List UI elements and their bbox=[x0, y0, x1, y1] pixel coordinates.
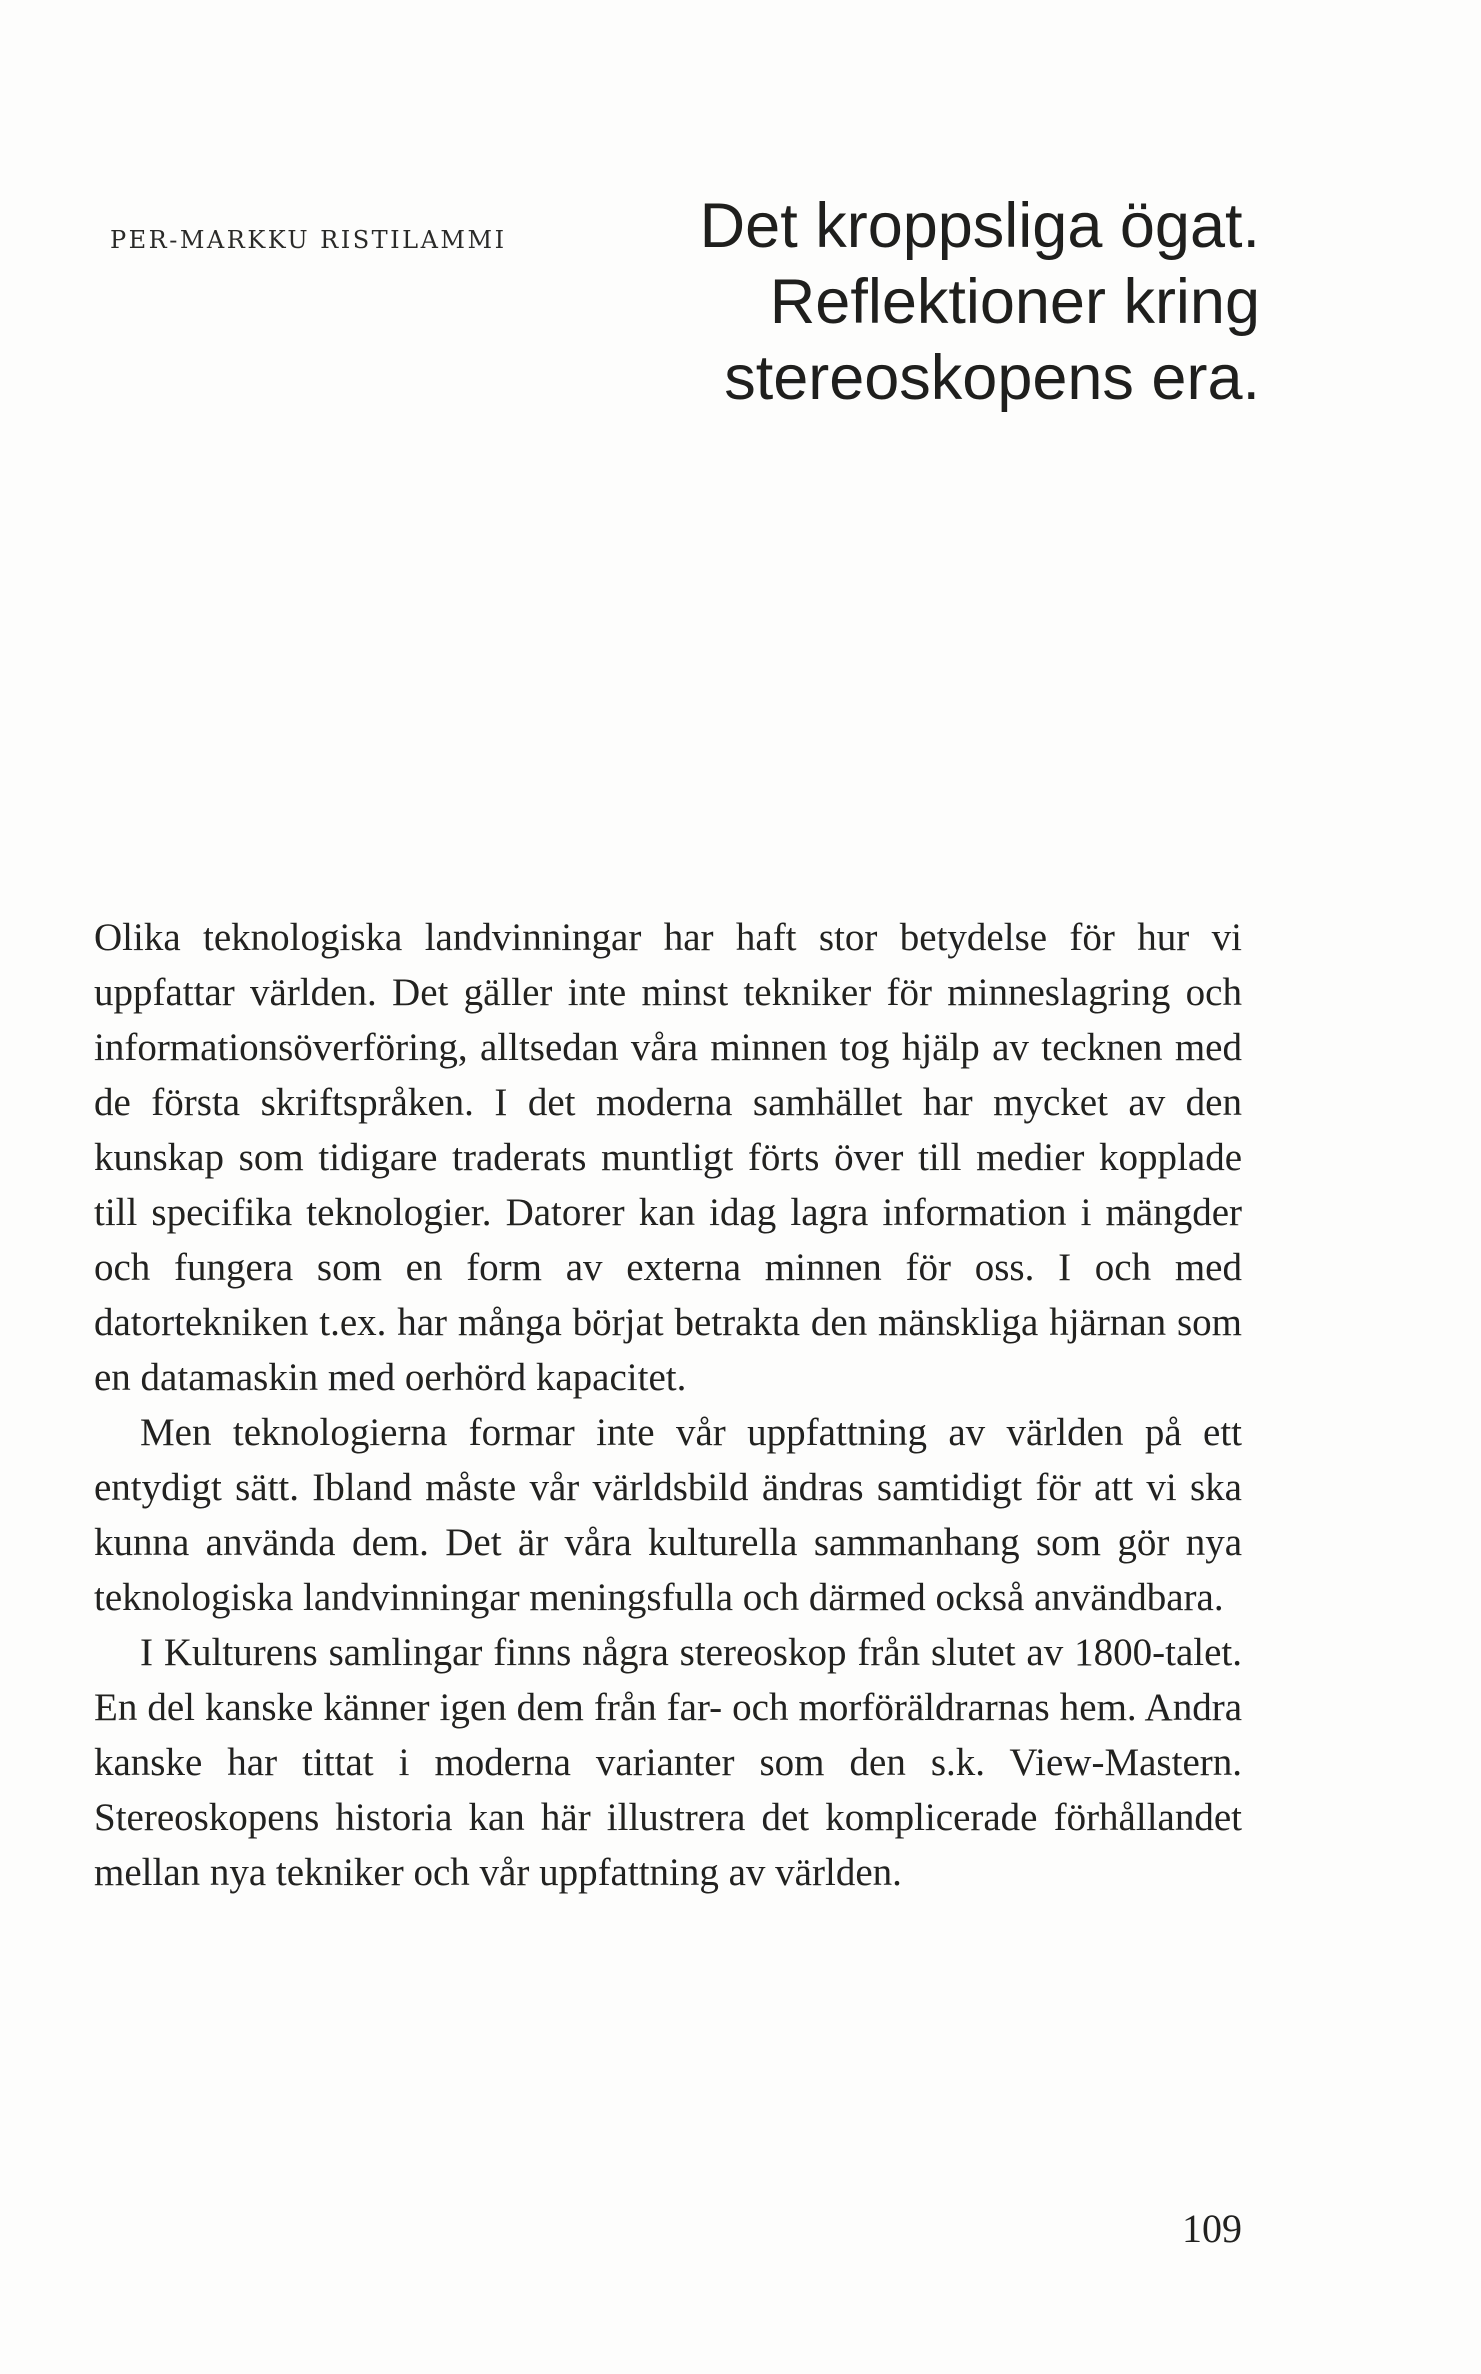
chapter-title-line: Reflektioner kring bbox=[769, 267, 1260, 337]
chapter-title-line: stereoskopens era. bbox=[724, 343, 1260, 413]
paragraph: I Kulturens samlingar finns några stereoskop från slutet av 1800-talet. En del kanske känner igen dem från far- och morföräldrarnas hem. Andra kanske har tittat i moderna varianter som den s.k. View-Mastern. Stereoskopens historia kan här illustrera det komplicerade förhållandet mellan nya tekniker och vår uppfattning av världen. bbox=[94, 1631, 1242, 1894]
paragraph: Men teknologierna formar inte vår uppfattning av världen på ett entydigt sätt. Ibland måste vår världsbild ändras samtidigt för att vi ska kunna använda dem. Det är våra kulturella sammanhang som gör nya teknologiska landvinningar meningsfulla och därmed också användbara. bbox=[94, 1411, 1242, 1619]
body-text bbox=[94, 910, 1242, 1900]
chapter-title-line: Det kroppsliga ögat. bbox=[699, 191, 1260, 261]
chapter-title bbox=[560, 188, 1260, 416]
author-name: PER-MARKKU RISTILAMMI bbox=[110, 226, 507, 254]
page-number: 109 bbox=[1182, 2206, 1242, 2251]
paragraph: Olika teknologiska landvinningar har haft stor betydelse för hur vi uppfattar världen. Det gäller inte minst tekniker för minneslagring och informationsöverföring, alltsedan våra minnen tog hjälp av tecknen med de första skriftspråken. I det moderna samhället har mycket av den kunskap som tidigare traderats muntligt förts över till medier kopplade till specifika teknologier. Datorer kan idag lagra information i mängder och fungera som en form av externa minnen för oss. I och med datortekniken t.ex. har många börjat betrakta den mänskliga hjärnan som en datamaskin med oerhörd kapacitet. bbox=[94, 916, 1242, 1399]
